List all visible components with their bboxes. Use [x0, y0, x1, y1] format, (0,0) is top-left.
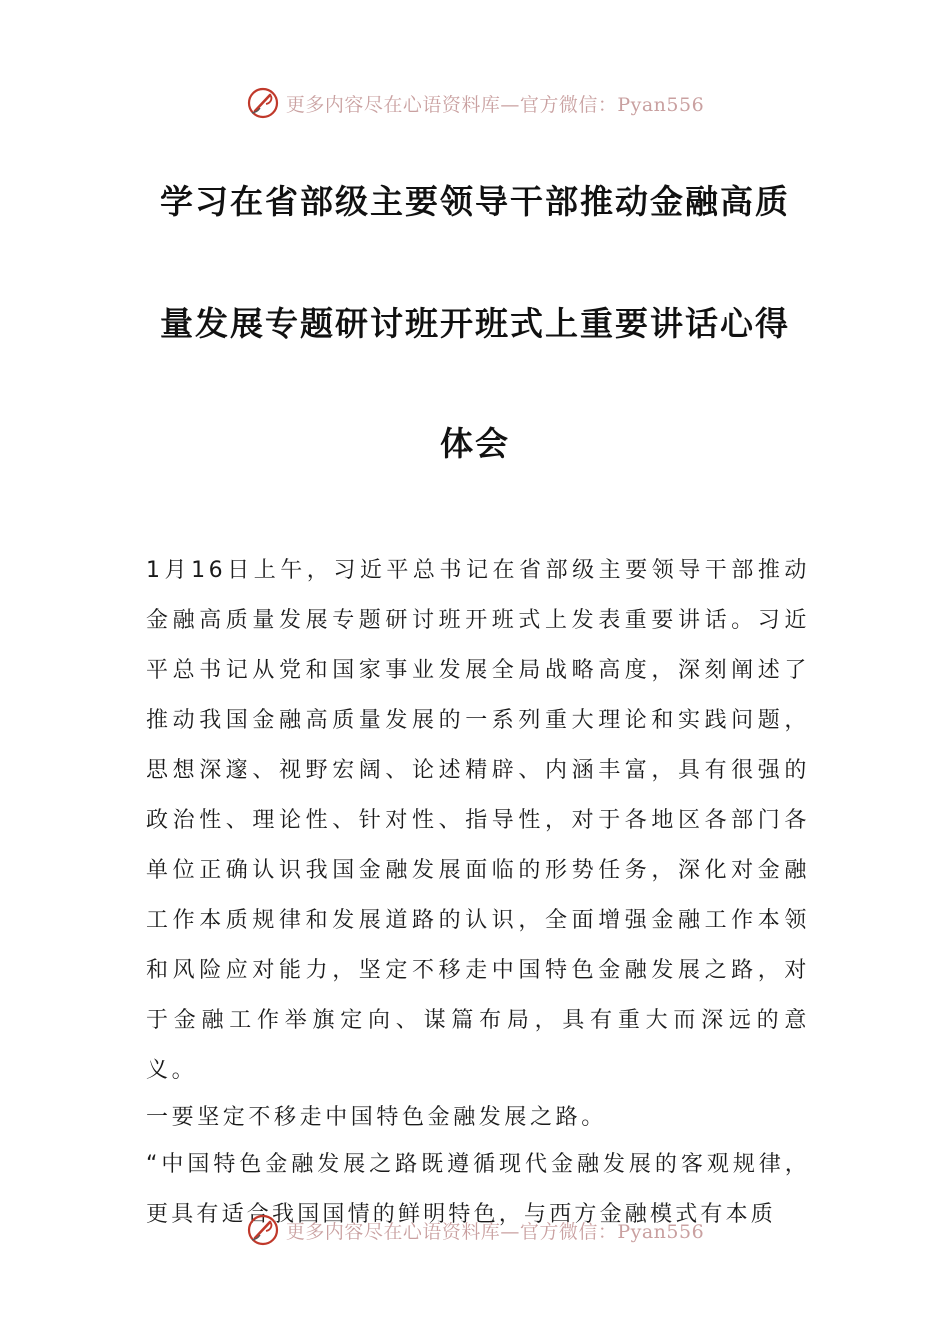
document-title-line-1: 学习在省部级主要领导干部推动金融高质: [160, 182, 790, 221]
paragraph: 一要坚定不移走中国特色金融发展之路。: [146, 1105, 607, 1130]
watermark-text: 更多内容尽在心语资料库—官方微信：Pyan556: [285, 1220, 705, 1243]
document-title-line-3: 体会: [440, 424, 510, 463]
quill-logo-icon: [246, 1213, 280, 1247]
header-watermark: [0, 85, 950, 121]
paragraph: 1月16日上午，习近平总书记在省部级主要领导干部推动金融高质量发展专题研讨班开班式上发表重要讲话。习近平总书记从党和国家事业发展全局战略高度，深刻阐述了推动我国金融高质量发展的一系列重大理论和实践问题，思想深邃、视野宏阔、论述精辟、内涵丰富，具有很强的政治性、理论性、针对性、指导性，对于各地区各部门各单位正确认识我国金融发展面临的形势任务，深化对金融工作本质规律和发展道路的认识，全面增强金融工作本领和风险应对能力，坚定不移走中国特色金融发展之路，对于金融工作举旗定向、谋篇布局，具有重大而深远的意义。: [146, 558, 810, 1083]
watermark-text: 更多内容尽在心语资料库—官方微信：Pyan556: [285, 93, 705, 116]
quill-logo-icon: [246, 86, 280, 120]
paragraph: “中国特色金融发展之路既遵循现代金融发展的客观规律，更具有适合我国国情的鲜明特色，与西方金融模式有本质: [146, 1152, 810, 1227]
document-body: [146, 546, 810, 1240]
document-title-line-2: 量发展专题研讨班开班式上重要讲话心得: [160, 304, 790, 343]
footer-watermark: [0, 1212, 950, 1248]
